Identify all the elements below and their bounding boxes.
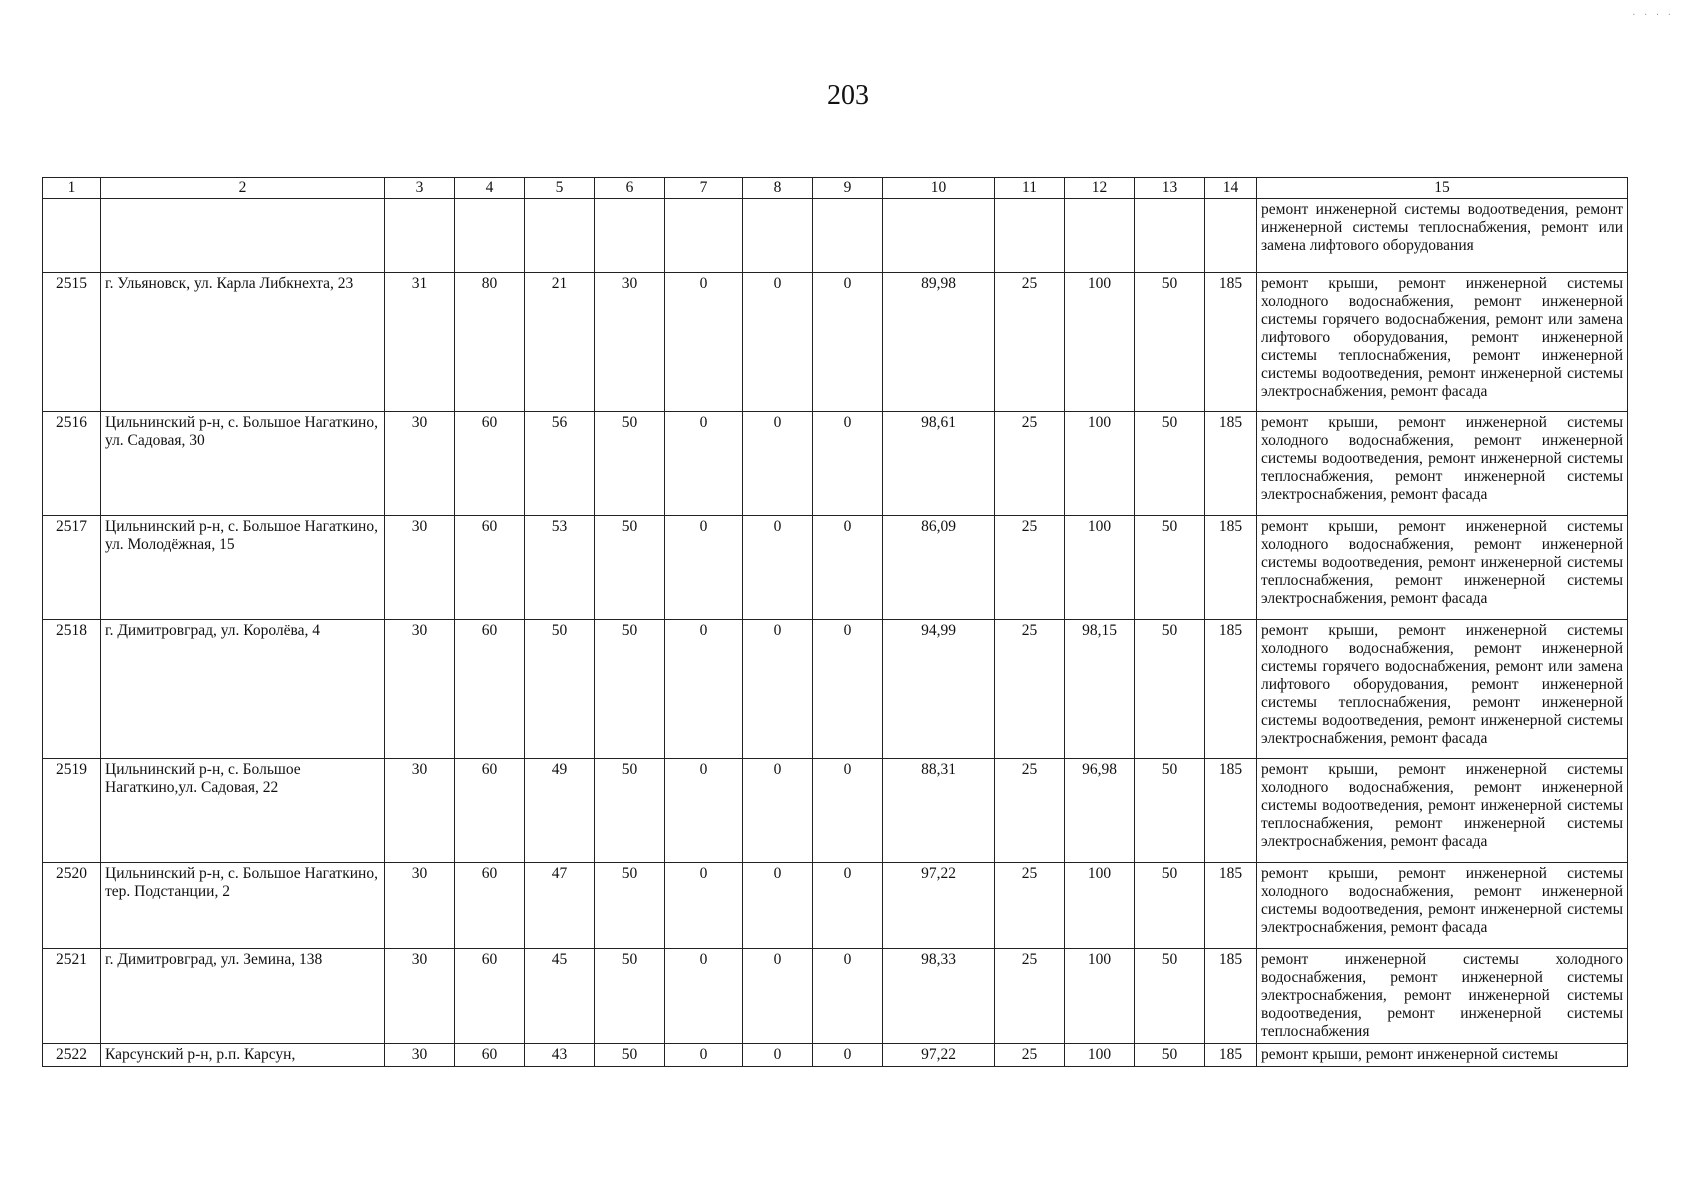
header-row [43,178,1628,199]
col-8-cell: 0 [743,759,813,863]
col-12-cell: 100 [1065,863,1135,949]
address-cell [101,199,385,273]
col-5-cell: 53 [525,516,595,620]
col-11-cell: 25 [995,620,1065,759]
col-4-cell: 80 [455,273,525,412]
col-5-cell [525,199,595,273]
col-10-cell: 89,98 [883,273,995,412]
col-3-cell: 30 [385,949,455,1044]
works-list-cell: ремонт инженерной системы холодного водоснабжения, ремонт инженерной системы электроснабжения, ремонт инженерной системы водоотведения, ремонт инженерной системы теплоснабжения [1257,949,1628,1044]
col-4-cell [455,199,525,273]
col-10-cell: 97,22 [883,863,995,949]
works-list-cell: ремонт крыши, ремонт инженерной системы [1257,1044,1628,1067]
works-list-cell: ремонт крыши, ремонт инженерной системы холодного водоснабжения, ремонт инженерной системы водоотведения, ремонт инженерной системы теплоснабжения, ремонт инженерной системы электроснабжения, ремонт фасада [1257,516,1628,620]
col-5-cell: 45 [525,949,595,1044]
col-9-cell: 0 [813,1044,883,1067]
col-6-cell: 50 [595,1044,665,1067]
col-14-cell [1205,199,1257,273]
column-header: 8 [743,178,813,199]
col-5-cell: 49 [525,759,595,863]
address-cell: Цильнинский р-н, с. Большое Нагаткино, ул. Молодёжная, 15 [101,516,385,620]
col-11-cell: 25 [995,273,1065,412]
col-3-cell: 31 [385,273,455,412]
col-13-cell: 50 [1135,412,1205,516]
col-6-cell: 50 [595,620,665,759]
works-list-cell: ремонт крыши, ремонт инженерной системы холодного водоснабжения, ремонт инженерной системы водоотведения, ремонт инженерной системы теплоснабжения, ремонт инженерной системы электроснабжения, ремонт фасада [1257,759,1628,863]
col-7-cell: 0 [665,759,743,863]
col-14-cell: 185 [1205,1044,1257,1067]
column-header: 13 [1135,178,1205,199]
col-4-cell: 60 [455,412,525,516]
address-cell: Цильнинский р-н, с. Большое Нагаткино, тер. Подстанции, 2 [101,863,385,949]
col-3-cell: 30 [385,516,455,620]
address-cell: г. Ульяновск, ул. Карла Либкнехта, 23 [101,273,385,412]
col-3-cell: 30 [385,1044,455,1067]
column-header: 3 [385,178,455,199]
col-9-cell: 0 [813,863,883,949]
row-number-cell: 2521 [43,949,101,1044]
col-3-cell: 30 [385,412,455,516]
col-3-cell [385,199,455,273]
col-8-cell: 0 [743,273,813,412]
col-4-cell: 60 [455,863,525,949]
table-row [43,516,1628,620]
col-4-cell: 60 [455,516,525,620]
col-6-cell: 50 [595,949,665,1044]
col-8-cell: 0 [743,1044,813,1067]
column-header: 2 [101,178,385,199]
col-12-cell: 96,98 [1065,759,1135,863]
col-10-cell: 98,33 [883,949,995,1044]
address-cell: Цильнинский р-н, с. Большое Нагаткино, ул. Садовая, 30 [101,412,385,516]
column-header: 10 [883,178,995,199]
address-cell: г. Димитровград, ул. Земина, 138 [101,949,385,1044]
address-cell: Цильнинский р-н, с. Большое Нагаткино,ул. Садовая, 22 [101,759,385,863]
scan-corner-mark: · · · · [1632,10,1674,21]
row-number-cell [43,199,101,273]
col-7-cell: 0 [665,273,743,412]
col-13-cell: 50 [1135,273,1205,412]
row-number-cell: 2520 [43,863,101,949]
col-7-cell: 0 [665,412,743,516]
row-number-cell: 2517 [43,516,101,620]
col-12-cell: 100 [1065,1044,1135,1067]
col-13-cell: 50 [1135,949,1205,1044]
col-10-cell: 97,22 [883,1044,995,1067]
col-14-cell: 185 [1205,620,1257,759]
col-7-cell: 0 [665,949,743,1044]
row-number-cell: 2518 [43,620,101,759]
column-header: 12 [1065,178,1135,199]
col-14-cell: 185 [1205,516,1257,620]
col-3-cell: 30 [385,863,455,949]
table-row [43,1044,1628,1067]
col-11-cell: 25 [995,1044,1065,1067]
col-13-cell: 50 [1135,1044,1205,1067]
col-4-cell: 60 [455,1044,525,1067]
col-9-cell: 0 [813,516,883,620]
col-14-cell: 185 [1205,273,1257,412]
page-number: 203 [827,80,869,111]
col-7-cell: 0 [665,620,743,759]
col-10-cell: 94,99 [883,620,995,759]
col-5-cell: 56 [525,412,595,516]
col-4-cell: 60 [455,759,525,863]
column-header: 1 [43,178,101,199]
column-header: 15 [1257,178,1628,199]
column-header: 6 [595,178,665,199]
col-3-cell: 30 [385,620,455,759]
col-11-cell: 25 [995,412,1065,516]
column-header: 14 [1205,178,1257,199]
col-6-cell [595,199,665,273]
table-row [43,199,1628,273]
col-11-cell: 25 [995,949,1065,1044]
register-table [42,177,1628,1067]
col-11-cell: 25 [995,516,1065,620]
col-10-cell [883,199,995,273]
address-cell: Карсунский р-н, р.п. Карсун, [101,1044,385,1067]
column-header: 9 [813,178,883,199]
row-number-cell: 2516 [43,412,101,516]
col-13-cell: 50 [1135,759,1205,863]
col-6-cell: 50 [595,412,665,516]
col-12-cell [1065,199,1135,273]
table-row [43,620,1628,759]
col-14-cell: 185 [1205,863,1257,949]
col-8-cell: 0 [743,949,813,1044]
col-8-cell [743,199,813,273]
col-12-cell: 100 [1065,273,1135,412]
col-13-cell [1135,199,1205,273]
col-13-cell: 50 [1135,620,1205,759]
col-9-cell: 0 [813,412,883,516]
row-number-cell: 2515 [43,273,101,412]
col-8-cell: 0 [743,863,813,949]
row-number-cell: 2522 [43,1044,101,1067]
col-6-cell: 30 [595,273,665,412]
col-7-cell: 0 [665,863,743,949]
col-14-cell: 185 [1205,759,1257,863]
col-8-cell: 0 [743,620,813,759]
table-row [43,273,1628,412]
col-11-cell: 25 [995,863,1065,949]
col-6-cell: 50 [595,516,665,620]
column-header: 4 [455,178,525,199]
column-header: 11 [995,178,1065,199]
table-row [43,949,1628,1044]
works-list-cell: ремонт крыши, ремонт инженерной системы холодного водоснабжения, ремонт инженерной системы горячего водоснабжения, ремонт или замена лифтового оборудования, ремонт инженерной системы теплоснабжения, ремонт инженерной системы водоотведения, ремонт инженерной системы электроснабжения, ремонт фасада [1257,273,1628,412]
col-12-cell: 98,15 [1065,620,1135,759]
col-6-cell: 50 [595,863,665,949]
column-header: 7 [665,178,743,199]
col-10-cell: 98,61 [883,412,995,516]
col-5-cell: 43 [525,1044,595,1067]
col-9-cell: 0 [813,949,883,1044]
col-7-cell: 0 [665,1044,743,1067]
col-12-cell: 100 [1065,516,1135,620]
col-13-cell: 50 [1135,516,1205,620]
table-row [43,863,1628,949]
col-5-cell: 47 [525,863,595,949]
col-12-cell: 100 [1065,412,1135,516]
col-10-cell: 86,09 [883,516,995,620]
table-row [43,759,1628,863]
works-list-cell: ремонт крыши, ремонт инженерной системы холодного водоснабжения, ремонт инженерной системы водоотведения, ремонт инженерной системы теплоснабжения, ремонт инженерной системы электроснабжения, ремонт фасада [1257,412,1628,516]
col-3-cell: 30 [385,759,455,863]
col-8-cell: 0 [743,516,813,620]
col-8-cell: 0 [743,412,813,516]
col-9-cell: 0 [813,759,883,863]
register-body [43,178,1628,1067]
col-7-cell: 0 [665,516,743,620]
column-header: 5 [525,178,595,199]
col-9-cell: 0 [813,273,883,412]
col-9-cell: 0 [813,620,883,759]
col-6-cell: 50 [595,759,665,863]
col-14-cell: 185 [1205,412,1257,516]
works-list-cell: ремонт крыши, ремонт инженерной системы холодного водоснабжения, ремонт инженерной системы горячего водоснабжения, ремонт или замена лифтового оборудования, ремонт инженерной системы теплоснабжения, ремонт инженерной системы водоотведения, ремонт инженерной системы электроснабжения, ремонт фасада [1257,620,1628,759]
works-list-cell: ремонт крыши, ремонт инженерной системы холодного водоснабжения, ремонт инженерной системы водоотведения, ремонт инженерной системы электроснабжения, ремонт фасада [1257,863,1628,949]
address-cell: г. Димитровград, ул. Королёва, 4 [101,620,385,759]
col-4-cell: 60 [455,620,525,759]
col-9-cell [813,199,883,273]
col-12-cell: 100 [1065,949,1135,1044]
col-7-cell [665,199,743,273]
row-number-cell: 2519 [43,759,101,863]
col-11-cell [995,199,1065,273]
col-5-cell: 21 [525,273,595,412]
table-row [43,412,1628,516]
col-5-cell: 50 [525,620,595,759]
col-4-cell: 60 [455,949,525,1044]
col-13-cell: 50 [1135,863,1205,949]
col-11-cell: 25 [995,759,1065,863]
works-list-cell: ремонт инженерной системы водоотведения, ремонт инженерной системы теплоснабжения, ремонт или замена лифтового оборудования [1257,199,1628,273]
col-10-cell: 88,31 [883,759,995,863]
col-14-cell: 185 [1205,949,1257,1044]
